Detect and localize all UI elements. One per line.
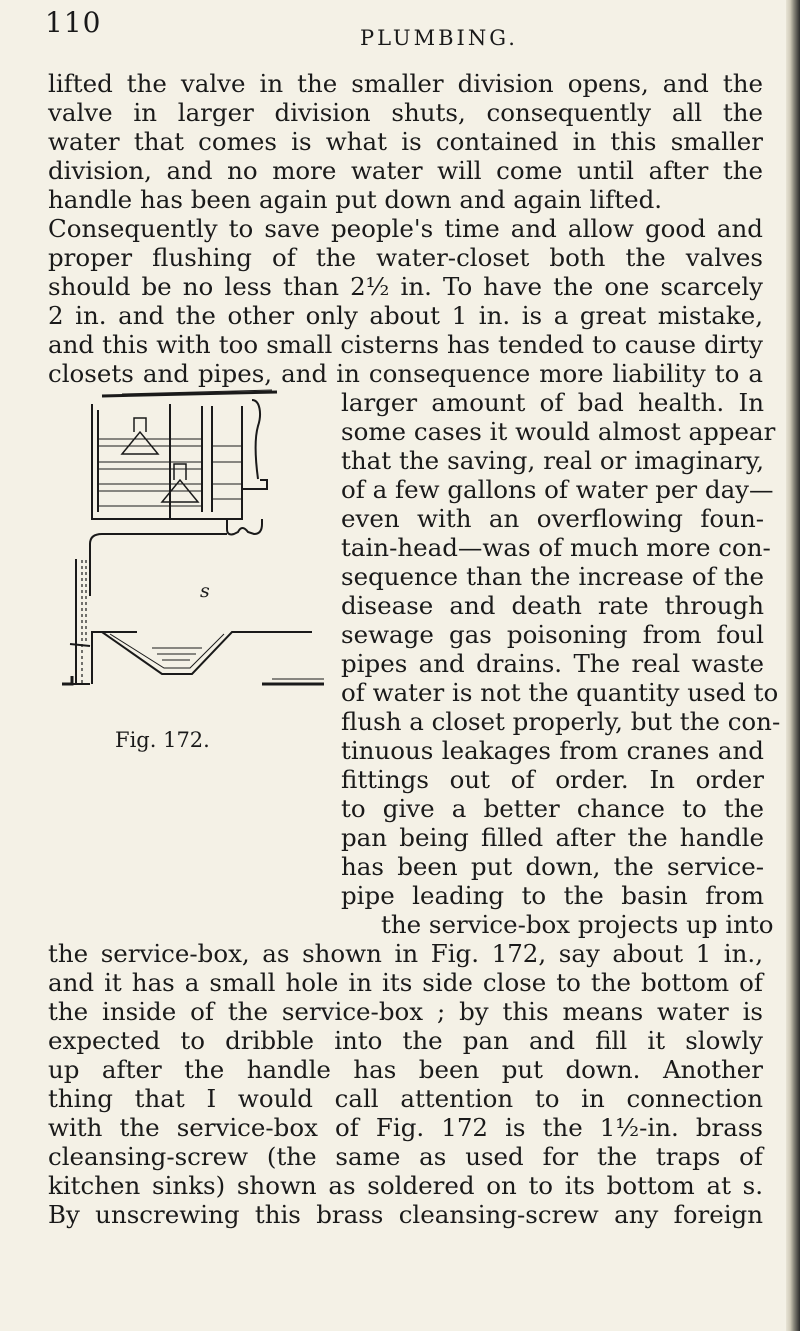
body-line: kitchen sinks) shown as soldered on to its bottom at s.	[48, 1171, 763, 1200]
body-line: pan being filled after the handle	[341, 823, 764, 852]
body-line: handle has been again put down and again lifted.	[48, 185, 663, 214]
body-line: sewage gas poisoning from foul	[341, 620, 764, 649]
body-line: some cases it would almost appear	[341, 417, 776, 446]
body-line: disease and death rate through	[341, 591, 764, 620]
body-line: By unscrewing this brass cleansing-screw any foreign	[48, 1200, 763, 1229]
body-line: lifted the valve in the smaller division opens, and the	[48, 69, 763, 98]
body-line: water that comes is what is contained in this smaller	[48, 127, 763, 156]
body-line: tain-head—was of much more con-	[341, 533, 771, 562]
body-line: of a few gallons of water per day—	[341, 475, 774, 504]
body-line: the service-box projects up into	[381, 910, 774, 939]
body-line: thing that I would call attention to in connection	[48, 1084, 763, 1113]
body-line: and this with too small cisterns has tended to cause dirty	[48, 330, 763, 359]
body-line: the service-box, as shown in Fig. 172, say about 1 in.,	[48, 939, 763, 968]
page-number: 110	[45, 6, 102, 39]
body-line: sequence than the increase of the	[341, 562, 764, 591]
body-line: should be no less than 2½ in. To have the one scarcely	[48, 272, 763, 301]
body-line: the inside of the service-box ; by this means water is	[48, 997, 763, 1026]
body-line: has been put down, the service-	[341, 852, 764, 881]
body-line: fittings out of order. In order	[341, 765, 764, 794]
service-box-figure	[62, 384, 324, 686]
body-line: division, and no more water will come until after the	[48, 156, 763, 185]
body-line: proper flushing of the water-closet both the valves	[48, 243, 763, 272]
figure-label-s: s	[200, 580, 210, 602]
body-line: and it has a small hole in its side close to the bottom of	[48, 968, 763, 997]
figure-caption: Fig. 172.	[115, 728, 210, 752]
body-line: valve in larger division shuts, consequently all the	[48, 98, 763, 127]
page-edge-shadow	[786, 0, 800, 1331]
body-line: flush a closet properly, but the con-	[341, 707, 781, 736]
body-line: cleansing-screw (the same as used for the traps of	[48, 1142, 763, 1171]
body-line: Consequently to save people's time and allow good and	[48, 214, 763, 243]
body-line: even with an overflowing foun-	[341, 504, 764, 533]
body-line: to give a better chance to the	[341, 794, 764, 823]
body-line: that the saving, real or imaginary,	[341, 446, 764, 475]
body-line: closets and pipes, and in consequence more liability to a	[48, 359, 763, 388]
body-line: with the service-box of Fig. 172 is the 1½-in. brass	[48, 1113, 763, 1142]
body-line: of water is not the quantity used to	[341, 678, 779, 707]
body-line: 2 in. and the other only about 1 in. is a great mistake,	[48, 301, 763, 330]
body-line: larger amount of bad health. In	[341, 388, 764, 417]
body-line: up after the handle has been put down. Another	[48, 1055, 763, 1084]
body-line: tinuous leakages from cranes and	[341, 736, 764, 765]
body-line: pipes and drains. The real waste	[341, 649, 764, 678]
body-line: pipe leading to the basin from	[341, 881, 764, 910]
running-head: PLUMBING.	[360, 26, 518, 50]
body-line: expected to dribble into the pan and fill it slowly	[48, 1026, 763, 1055]
